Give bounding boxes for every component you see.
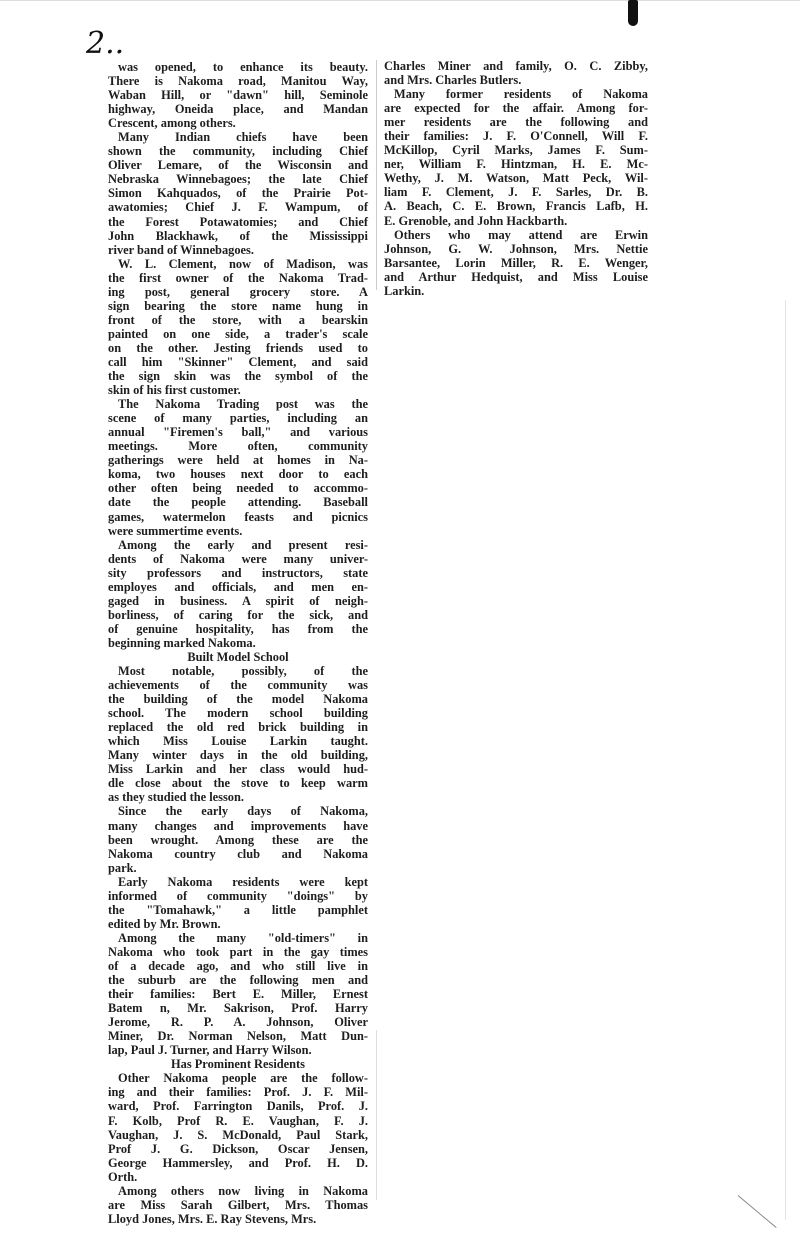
text-line: The Nakoma Trading post was the <box>118 397 368 412</box>
paragraph <box>108 60 368 130</box>
text-line: Early Nakoma residents were kept <box>118 874 368 889</box>
text-line: Miner, Dr. Norman Nelson, Matt Dun- <box>108 1029 368 1044</box>
text-line: on the other. Jesting friends used to <box>108 340 368 355</box>
text-line: informed of community "doings" by <box>108 888 368 903</box>
text-line: dents of Nakoma were many univer- <box>108 551 368 566</box>
text-line: which Miss Louise Larkin taught. <box>108 734 368 749</box>
text-line: ing and their families: Prof. J. F. Mil- <box>108 1085 368 1100</box>
paragraph <box>108 397 368 537</box>
text-line: shown the community, including Chief <box>108 144 368 159</box>
text-line: Nebraska Winnebagoes; the late Chief <box>108 172 368 187</box>
text-line: of a decade ago, and who still live in <box>108 959 368 973</box>
text-line: and Mrs. Charles Butlers. <box>384 73 522 88</box>
text-line: Vaughan, J. S. McDonald, Paul Stark, <box>108 1127 368 1142</box>
text-line: Waban Hill, or "dawn" hill, Seminole <box>108 88 368 103</box>
text-line: Prof J. G. Dickson, Oscar Jensen, <box>108 1141 368 1156</box>
text-line: scene of many parties, including an <box>108 411 368 426</box>
text-line: Lloyd Jones, Mrs. E. Ray Stevens, Mrs. <box>108 1211 317 1226</box>
text-line: meetings. More often, community <box>108 439 368 454</box>
text-line: Among the early and present resi- <box>118 537 368 552</box>
text-line: Among the many "old-timers" in <box>118 930 368 945</box>
text-line: Among others now living in Nakoma <box>118 1183 368 1198</box>
paragraph <box>108 130 368 256</box>
text-line: ing post, general grocery store. A <box>108 284 368 299</box>
text-line: ner, William F. Hintzman, H. E. Mc- <box>384 157 648 172</box>
article-column-left <box>108 60 368 1226</box>
scan-mark <box>628 0 638 26</box>
text-line: Johnson, G. W. Johnson, Mrs. Nettie <box>384 241 648 256</box>
text-line: and Arthur Hedquist, and Miss Louise <box>384 269 648 284</box>
text-line: are Miss Sarah Gilbert, Mrs. Thomas <box>108 1197 368 1212</box>
text-line: were summertime events. <box>108 523 243 538</box>
text-line: call him "Skinner" Clement, and said <box>108 354 368 369</box>
text-line: George Hammersley, and Prof. H. D. <box>108 1155 368 1170</box>
text-line: the "Tomahawk," a little pamphlet <box>108 902 368 917</box>
text-line: other often being needed to accommo- <box>108 481 368 496</box>
paragraph <box>108 1071 368 1183</box>
column-divider <box>376 1030 377 1200</box>
text-line: Crescent, among others. <box>108 116 236 131</box>
article-column-right <box>384 59 648 298</box>
text-line: Many Indian chiefs have been <box>118 130 368 145</box>
text-line: of genuine hospitality, has from the <box>108 621 368 636</box>
paragraph <box>108 1184 368 1226</box>
paragraph <box>108 804 368 874</box>
text-line: gatherings were held at homes in Na- <box>108 453 368 468</box>
text-line: E. Grenoble, and John Hackbarth. <box>384 213 568 228</box>
paragraph <box>108 664 368 804</box>
text-line: W. L. Clement, now of Madison, was <box>118 256 368 271</box>
text-line: was opened, to enhance its beauty. <box>118 60 368 74</box>
text-line: A. Beach, C. E. Brown, Francis Lafb, H. <box>384 199 648 214</box>
text-line: highway, Oneida place, and Mandan <box>108 102 368 117</box>
paragraph <box>384 59 648 87</box>
text-line: sity professors and instructors, state <box>108 565 368 580</box>
text-line: McKillop, Cyril Marks, James F. Sum- <box>384 143 648 158</box>
text-line: Miss Larkin and her class would hud- <box>108 762 368 777</box>
text-line: F. Kolb, Prof R. E. Vaughan, F. J. <box>108 1113 368 1128</box>
text-line: lap, Paul J. Turner, and Harry Wilson. <box>108 1043 312 1058</box>
scan-edge <box>785 300 786 1220</box>
text-line: date the people attending. Baseball <box>108 495 368 510</box>
text-line: awatomies; Chief J. F. Wampum, of <box>108 200 368 215</box>
text-line: park. <box>108 860 137 875</box>
page-corner-fold <box>738 1195 777 1228</box>
text-line: Since the early days of Nakoma, <box>118 804 368 819</box>
text-line: annual "Firemen's ball," and various <box>108 425 368 440</box>
scan-edge <box>0 0 800 1</box>
text-line: the Forest Potawatomies; and Chief <box>108 214 368 229</box>
text-line: the building of the model Nakoma <box>108 692 368 707</box>
text-line: John Blackhawk, of the Mississippi <box>108 228 368 243</box>
text-line: ward, Prof. Farrington Danils, Prof. J. <box>108 1099 368 1114</box>
text-line: Batem n, Mr. Sakrison, Prof. Harry <box>108 1001 368 1016</box>
text-line: Many former residents of Nakoma <box>394 87 648 102</box>
text-line: Others who may attend are Erwin <box>394 227 648 242</box>
text-line: skin of his first customer. <box>108 383 241 398</box>
text-line: edited by Mr. Brown. <box>108 916 221 931</box>
text-line: Wethy, J. M. Watson, Matt Peck, Wil- <box>384 171 648 186</box>
text-line: achievements of the community was <box>108 678 368 693</box>
paragraph <box>384 228 648 298</box>
text-line: been wrought. Among these are the <box>108 832 368 847</box>
paragraph <box>108 538 368 650</box>
text-line: mer residents are the following and <box>384 115 648 130</box>
text-line: replaced the old red brick building in <box>108 720 368 735</box>
text-line: painted on one side, a trader's scale <box>108 326 368 341</box>
text-line: Charles Miner and family, O. C. Zibby, <box>384 59 648 73</box>
text-line: many changes and improvements have <box>108 818 368 833</box>
text-line: games, watermelon feasts and picnics <box>108 509 368 524</box>
section-heading: Built Model School <box>187 649 289 664</box>
text-line: their families: Bert E. Miller, Ernest <box>108 987 368 1002</box>
text-line: their families: J. F. O'Connell, Will F. <box>384 129 648 144</box>
handwritten-page-number: 2.. <box>86 26 125 61</box>
text-line: employes and officials, and men en- <box>108 579 368 594</box>
text-line: the sign skin was the symbol of the <box>108 369 368 384</box>
text-line: the suburb are the following men and <box>108 973 368 988</box>
text-line: Jerome, R. P. A. Johnson, Oliver <box>108 1015 368 1030</box>
text-line: the first owner of the Nakoma Trad- <box>108 270 368 285</box>
text-line: Larkin. <box>384 283 425 298</box>
text-line: Most notable, possibly, of the <box>118 664 368 679</box>
text-line: are expected for the affair. Among for- <box>384 101 648 116</box>
text-line: There is Nakoma road, Manitou Way, <box>108 74 368 89</box>
text-line: gaged in business. A spirit of neigh- <box>108 593 368 608</box>
text-line: school. The modern school building <box>108 706 368 721</box>
text-line: beginning marked Nakoma. <box>108 635 256 650</box>
text-line: Orth. <box>108 1169 138 1184</box>
paragraph <box>108 257 368 397</box>
text-line: liam F. Clement, J. F. Sarles, Dr. B. <box>384 185 648 200</box>
column-divider <box>376 60 377 290</box>
text-line: Simon Kahquados, of the Prairie Pot- <box>108 186 368 201</box>
text-line: as they studied the lesson. <box>108 790 244 805</box>
text-line: sign bearing the store name hung in <box>108 298 368 313</box>
text-line: Many winter days in the old building, <box>108 748 368 763</box>
paragraph <box>108 875 368 931</box>
text-line: koma, two houses next door to each <box>108 467 368 482</box>
text-line: river band of Winnebagoes. <box>108 242 254 257</box>
paragraph <box>108 931 368 1057</box>
text-line: dle close about the stove to keep warm <box>108 776 368 791</box>
section-heading: Has Prominent Residents <box>170 1057 305 1072</box>
paragraph <box>384 87 648 227</box>
text-line: borliness, of caring for the sick, and <box>108 607 368 622</box>
text-line: Barsantee, Lorin Miller, R. E. Wenger, <box>384 255 648 270</box>
text-line: Oliver Lemare, of the Wisconsin and <box>108 158 368 173</box>
text-line: Nakoma who took part in the gay times <box>108 944 368 959</box>
text-line: Nakoma country club and Nakoma <box>108 846 368 861</box>
text-line: Other Nakoma people are the follow- <box>118 1071 368 1086</box>
text-line: front of the store, with a bearskin <box>108 312 368 327</box>
